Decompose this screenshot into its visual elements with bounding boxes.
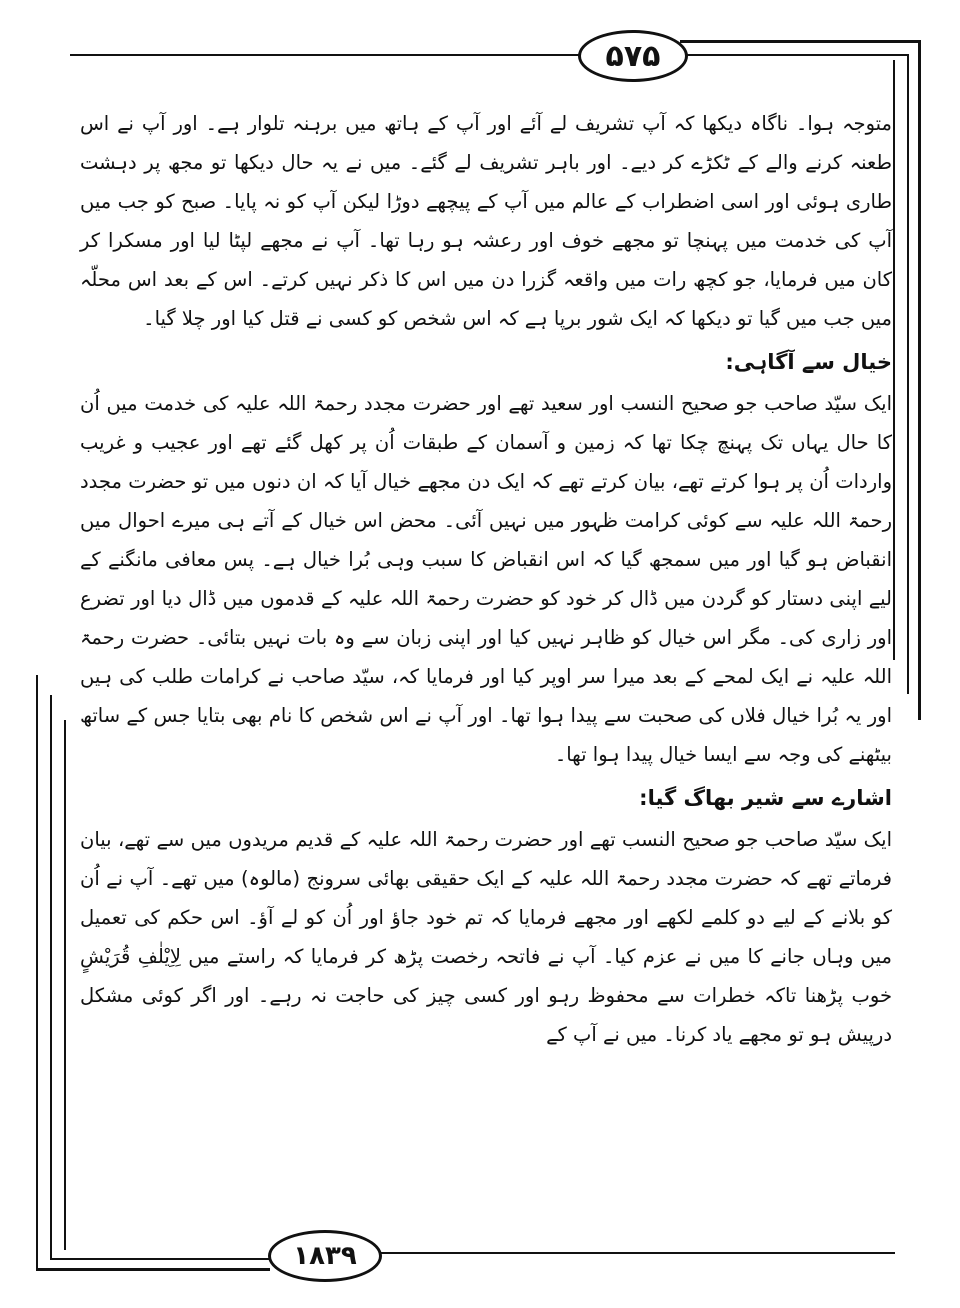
right-frame-line-short (893, 60, 895, 660)
top-frame-line-left (70, 54, 580, 56)
paragraph-1: متوجہ ہوا۔ ناگاہ دیکھا کہ آپ تشریف لے آئے اور آپ کے ہاتھ میں برہنہ تلوار ہے۔ اور آپ نے اس طعنہ کرنے والے کے ٹکڑے کر دیے۔ اور باہر تشریف لے گئے۔ میں نے یہ حال دیکھا تو مجھ پر دہشت طاری ہوئی اور اسی اضطراب کے عالم میں آپ کے پیچھے دوڑا لیکن آپ کو نہ پایا۔ صبح کو جب میں آپ کی خدمت میں پہنچا تو مجھے خوف اور رعشہ ہو رہا تھا۔ آپ نے مجھے لپٹا لیا اور مسکرا کر کان میں فرمایا، جو کچھ رات میں واقعہ گزرا دن میں اس کا ذکر نہیں کرتے۔ اس کے بعد اس محلّہ میں جب میں گیا تو دیکھا کہ ایک شور برپا ہے کہ اس شخص کو کسی نے قتل کیا اور چلا گیا۔ (80, 112, 892, 330)
footer-page-number: ۱۸۳۹ (268, 1230, 382, 1282)
bottom-frame-line-inner (50, 1258, 270, 1260)
header-page-number: ۵۷۵ (578, 30, 688, 82)
top-frame-line-outer (680, 40, 920, 43)
left-frame-line-inner (50, 695, 52, 1260)
bottom-frame-line-right (375, 1252, 895, 1254)
top-frame-line-inner (680, 54, 908, 56)
bottom-frame-line-outer (36, 1268, 270, 1271)
left-frame-line-short (64, 720, 66, 1250)
paragraph-2: ایک سیّد صاحب جو صحیح النسب اور سعید تھے اور حضرت مجدد رحمۃ اللہ علیہ کی خدمت میں اُن کا حال یہاں تک پہنچ چکا تھا کہ زمین و آسمان کے طبقات اُن پر کھل گئے تھے اور عجیب و غریب واردات اُن پر ہوا کرتے تھے، بیان کرتے تھے کہ ایک دن مجھے خیال آیا کہ ان دنوں میں تو حضرت مجدد رحمۃ اللہ علیہ سے کوئی کرامت ظہور میں نہیں آئی۔ محض اس خیال کے آتے ہی میرے احوال میں انقباض ہو گیا اور میں سمجھ گیا کہ اس انقباض کا سبب وہی بُرا خیال ہے۔ پس معافی مانگنے کے لیے اپنی دستار کو گردن میں ڈال کر خود کو حضرت رحمۃ اللہ علیہ کے قدموں میں ڈال دیا اور تضرع اور زاری کی۔ مگر اس خیال کو ظاہر نہیں کیا اور اپنی زبان سے وہ بات نہیں بتائی۔ حضرت رحمۃ اللہ علیہ نے ایک لمحے کے بعد میرا سر اوپر کیا اور فرمایا کہ، سیّد صاحب نے کرامات طلب کی ہیں اور یہ بُرا خیال فلاں کی صحبت سے پیدا ہوا تھا۔ اور آپ نے اس شخص کا نام بھی بتایا جس کے ساتھ بیٹھنے کی وجہ سے ایسا خیال پیدا ہوا تھا۔ (80, 392, 892, 766)
heading-ishare-se-sher: اشارے سے شیر بھاگ گیا: (639, 786, 892, 810)
left-frame-line-outer (36, 675, 38, 1270)
heading-khayal-se-agahi: خیال سے آگاہی: (725, 350, 892, 374)
right-frame-line-inner (907, 54, 909, 694)
main-text (80, 104, 892, 1054)
right-frame-line-outer (918, 40, 921, 720)
paragraph-3: ایک سیّد صاحب جو صحیح النسب تھے اور حضرت رحمۃ اللہ علیہ کے قدیم مریدوں میں سے تھے، بیان فرماتے تھے کہ حضرت مجدد رحمۃ اللہ علیہ کے ایک حقیقی بھائی سرونج (مالوہ) میں تھے۔ آپ نے اُن کو بلانے کے لیے دو کلمے لکھے اور مجھے فرمایا کہ تم خود جاؤ اور اُن کو لے آؤ۔ اس حکم کی تعمیل میں وہاں جانے کا میں نے عزم کیا۔ آپ نے فاتحہ رخصت پڑھ کر فرمایا کہ راستے میں لِاِیْلٰفِ قُرَیْشٍ خوب پڑھنا تاکہ خطرات سے محفوظ رہو اور کسی چیز کی حاجت نہ رہے۔ اور اگر کوئی مشکل درپیش ہو تو مجھے یاد کرنا۔ میں نے آپ کے (80, 828, 892, 1046)
